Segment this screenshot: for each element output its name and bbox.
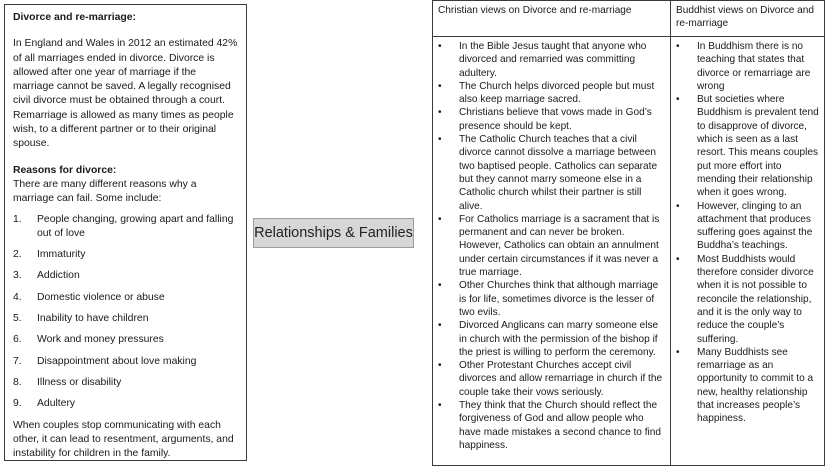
reason-text: Inability to have children	[37, 313, 149, 325]
reason-number: 9.	[13, 398, 22, 410]
bullet-icon: •	[438, 213, 442, 225]
reason-number: 1.	[13, 213, 22, 225]
christian-views-cell	[433, 37, 671, 466]
christian-point	[437, 106, 666, 133]
reason-number: 4.	[13, 291, 22, 303]
christian-point	[437, 399, 666, 452]
reason-item	[13, 397, 238, 411]
conclusion-paragraph: When couples stop communicating with each other, it can lead to resentment, arguments, and instability for children in the family.	[13, 419, 234, 460]
bullet-icon: •	[438, 320, 442, 332]
panel-heading: Divorce and re-marriage:	[13, 12, 137, 23]
christian-point	[437, 359, 666, 399]
reason-item	[13, 213, 238, 242]
reason-number: 7.	[13, 355, 22, 367]
point-text: The Church helps divorced people but must also keep marriage sacred.	[459, 80, 655, 106]
reason-number: 2.	[13, 249, 22, 261]
buddhist-point	[675, 346, 820, 426]
bullet-icon: •	[676, 346, 680, 358]
buddhist-point	[675, 40, 820, 93]
point-text: Most Buddhists would therefore consider divorce when it is not possible to reconcile the relationship, and it is the only way to reduce the couple’s suffering.	[697, 253, 814, 345]
reason-item	[13, 376, 238, 390]
reason-item	[13, 291, 238, 305]
reason-number: 3.	[13, 270, 22, 282]
bullet-icon: •	[438, 80, 442, 92]
christian-point	[437, 40, 666, 80]
reason-text: Work and money pressures	[37, 334, 164, 346]
bullet-icon: •	[676, 41, 680, 52]
point-text: However, clinging to an attachment that produces suffering goes against the Buddha’s teachings.	[697, 200, 813, 252]
reasons-list	[13, 213, 238, 412]
buddhist-views-cell	[671, 37, 825, 466]
christian-point	[437, 279, 666, 319]
reason-text: Addiction	[37, 270, 80, 282]
point-text: Many Buddhists see remarriage as an opportunity to commit to a new, healthy relationship that increases people’s happiness.	[697, 346, 814, 425]
reason-item	[13, 355, 238, 369]
bullet-icon: •	[438, 280, 442, 292]
christian-point	[437, 133, 666, 213]
christian-views-header: Christian views on Divorce and re-marriage	[433, 1, 671, 37]
reason-item	[13, 333, 238, 347]
point-text: In Buddhism there is no teaching that states that divorce or remarriage are wrong	[697, 41, 811, 92]
buddhist-point	[675, 253, 820, 346]
intro-paragraph: In England and Wales in 2012 an estimated 42% of all marriages ended in divorce. Divorce is allowed after one year of marriage if the marriage cannot be saved. A legally recognised civil divorce must be obtained through a court. Remarriage is allowed as many times as people wish, to a different partner or to their original spouse.	[13, 38, 238, 150]
reason-text: Disappointment about love making	[37, 355, 197, 367]
point-text: For Catholics marriage is a sacrament that is permanent and can never be broken. However, Catholics can obtain an annulment under certain circumstances if it was never a true marriage.	[459, 213, 660, 279]
reason-text: Immaturity	[37, 249, 86, 261]
bullet-icon: •	[676, 94, 680, 106]
bullet-icon: •	[676, 253, 680, 265]
buddhist-views-header: Buddhist views on Divorce and re-marriage	[671, 1, 825, 37]
point-text: Divorced Anglicans can marry someone else in church with the permission of the bishop if the priest is willing to perform the ceremony.	[459, 320, 659, 358]
topic-title: Relationships & Families	[254, 225, 413, 241]
point-text: The Catholic Church teaches that a civil divorce cannot dissolve a marriage between two baptised people. Catholics can separate but they cannot marry someone else in a Catholic church whilst their partner is still alive.	[459, 134, 658, 212]
point-text: Other Churches think that although marriage is for life, sometimes divorce is the lesser of two evils.	[459, 280, 659, 318]
christian-point	[437, 319, 666, 359]
religious-views-table	[432, 0, 825, 466]
reason-item	[13, 269, 238, 283]
bullet-icon: •	[438, 400, 442, 412]
bullet-icon: •	[438, 360, 442, 372]
buddhist-points-list	[675, 40, 820, 426]
table-body-row	[433, 37, 825, 466]
reasons-heading: Reasons for divorce:	[13, 164, 117, 176]
bullet-icon: •	[438, 107, 442, 119]
point-text: Christians believe that vows made in God’s presence should be kept.	[459, 107, 652, 132]
reason-number: 8.	[13, 376, 22, 388]
reason-text: Adultery	[37, 398, 76, 410]
table-header-row	[433, 1, 825, 37]
christian-point	[437, 80, 666, 107]
christian-point	[437, 213, 666, 279]
reason-number: 5.	[13, 313, 22, 325]
point-text: They think that the Church should reflect the forgiveness of God and allow people who have made mistakes a second chance to find happiness.	[459, 400, 661, 451]
reasons-intro: There are many different reasons why a marriage can fail. Some include:	[13, 178, 197, 205]
point-text: But societies where Buddhism is prevalent tend to disapprove of divorce, which is seen as a last resort. This means couples put more effort into mending their relationship when it goes wrong.	[697, 94, 819, 199]
reason-text: People changing, growing apart and falling out of love	[37, 213, 234, 239]
point-text: Other Protestant Churches accept civil divorces and allow remarriage in church if the couple take their vows seriously.	[459, 360, 663, 398]
bullet-icon: •	[676, 200, 680, 212]
divorce-info-panel	[4, 4, 247, 461]
reason-item	[13, 248, 238, 262]
reason-item	[13, 312, 238, 326]
bullet-icon: •	[438, 41, 442, 52]
bullet-icon: •	[438, 134, 442, 146]
reason-number: 6.	[13, 334, 22, 346]
buddhist-point	[675, 93, 820, 199]
topic-title-box	[253, 218, 414, 248]
point-text: In the Bible Jesus taught that anyone who divorced and remarried was committing adultery.	[459, 41, 647, 79]
reason-text: Domestic violence or abuse	[37, 291, 165, 303]
reason-text: Illness or disability	[37, 376, 122, 388]
christian-points-list	[437, 40, 666, 452]
buddhist-point	[675, 200, 820, 253]
